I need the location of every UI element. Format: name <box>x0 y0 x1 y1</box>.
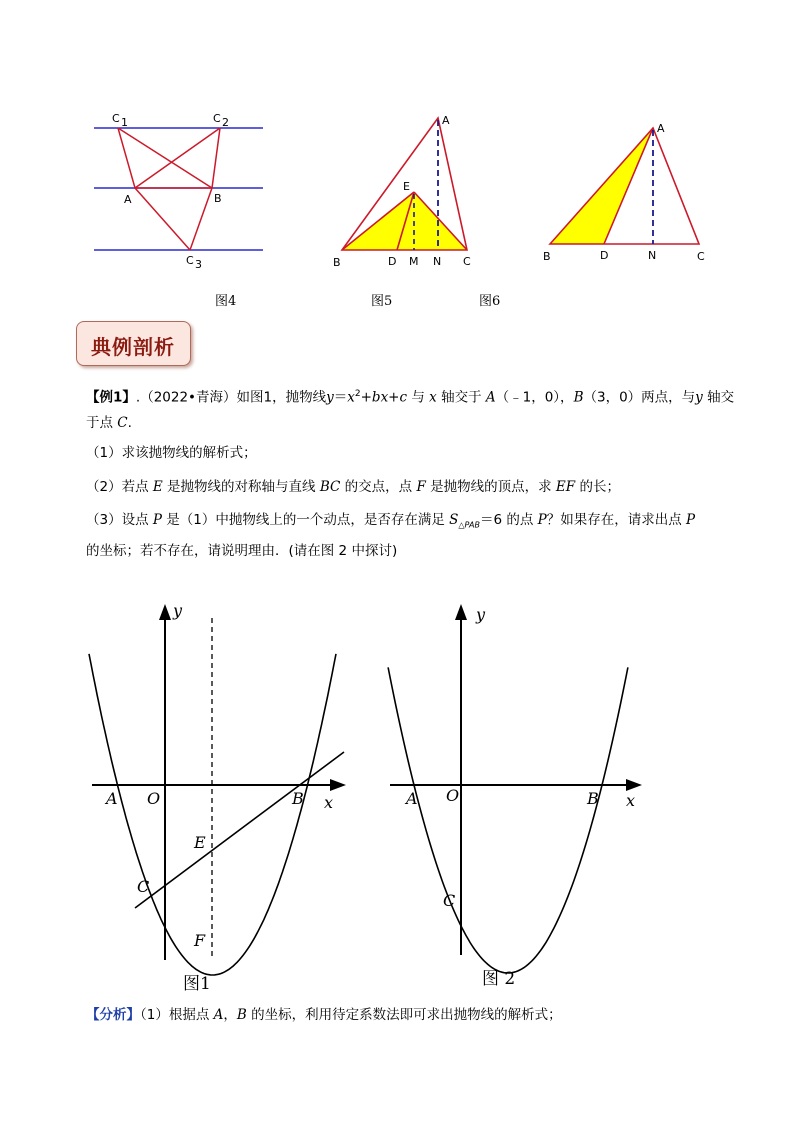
svg-text:O: O <box>446 786 460 805</box>
section-header <box>76 321 191 366</box>
svg-text:N: N <box>648 249 657 262</box>
example-line-1: 【例1】.（2022•青海）如图1，抛物线$y=x^2+bx+c$ 与 x 轴交于 A（﹣1，0），B（3，0）两点，与y 轴交 <box>86 389 735 406</box>
svg-text:x: x <box>324 793 334 812</box>
svg-text:B: B <box>587 789 599 808</box>
label-b: B <box>214 192 222 205</box>
example-line-2: 于点 C. <box>86 415 132 431</box>
svg-text:A: A <box>657 122 665 135</box>
graph-1 <box>89 601 346 975</box>
svg-text:B: B <box>543 250 551 263</box>
label-a: A <box>124 193 132 206</box>
caption-graph2: 图 2 <box>482 969 516 989</box>
caption-graph1: 图1 <box>183 974 211 994</box>
svg-text:C: C <box>697 250 705 263</box>
svg-text:C: C <box>463 255 471 268</box>
svg-text:C: C <box>137 877 150 896</box>
svg-text:y: y <box>476 605 486 624</box>
svg-text:3: 3 <box>195 258 202 271</box>
question-2: （2）若点 E 是抛物线的对称轴与直线 BC 的交点，点 F 是抛物线的顶点，求 EF 的长； <box>86 479 620 495</box>
x-axis-arrow-1 <box>330 779 346 791</box>
question-3-line-1: （3）设点 P 是（1）中抛物线上的一个动点，是否存在满足 $S_{\triangle PAB}=6$ 的点 P？如果存在，请求出点 P <box>86 512 696 530</box>
svg-text:M: M <box>409 255 419 268</box>
y-axis-arrow-2 <box>455 604 467 620</box>
svg-text:C: C <box>443 891 456 910</box>
label-c2: C <box>213 112 221 125</box>
figure-4 <box>94 112 263 271</box>
svg-text:x: x <box>626 791 636 810</box>
svg-text:O: O <box>147 789 161 808</box>
svg-text:N: N <box>433 255 442 268</box>
parabola-2 <box>388 667 628 973</box>
yellow-triangle-ebc <box>342 192 467 250</box>
svg-text:y: y <box>173 601 183 620</box>
analysis-line: 【分析】（1）根据点 A，B 的坐标，利用待定系数法即可求出抛物线的解析式； <box>86 1007 562 1023</box>
y-axis-arrow-1 <box>159 604 171 620</box>
svg-text:2: 2 <box>222 116 229 129</box>
top-figures <box>0 0 794 320</box>
caption-fig6: 图6 <box>479 294 501 309</box>
graph-2 <box>388 604 642 973</box>
svg-text:A: A <box>442 114 450 127</box>
svg-text:B: B <box>333 256 341 269</box>
caption-fig5: 图5 <box>371 294 393 309</box>
label-c1: C <box>112 112 120 125</box>
coordinate-graphs <box>0 590 794 1010</box>
question-1: （1）求该抛物线的解析式； <box>86 445 257 461</box>
line-bc-1 <box>135 752 344 908</box>
svg-text:E: E <box>194 833 206 852</box>
figure-5 <box>333 114 471 269</box>
figure-6 <box>543 122 705 263</box>
svg-text:A: A <box>106 789 118 808</box>
svg-text:1: 1 <box>121 116 128 129</box>
section-title: 典例剖析 <box>91 335 175 359</box>
label-c3: C <box>186 254 194 267</box>
svg-text:F: F <box>194 931 206 950</box>
svg-text:A: A <box>406 789 418 808</box>
svg-text:D: D <box>600 249 609 262</box>
svg-text:D: D <box>388 255 397 268</box>
x-axis-arrow-2 <box>626 779 642 791</box>
svg-text:B: B <box>292 789 304 808</box>
svg-text:E: E <box>403 180 410 193</box>
caption-fig4: 图4 <box>215 294 237 309</box>
question-3-line-2: 的坐标；若不存在，请说明理由．(请在图 2 中探讨) <box>86 543 398 559</box>
